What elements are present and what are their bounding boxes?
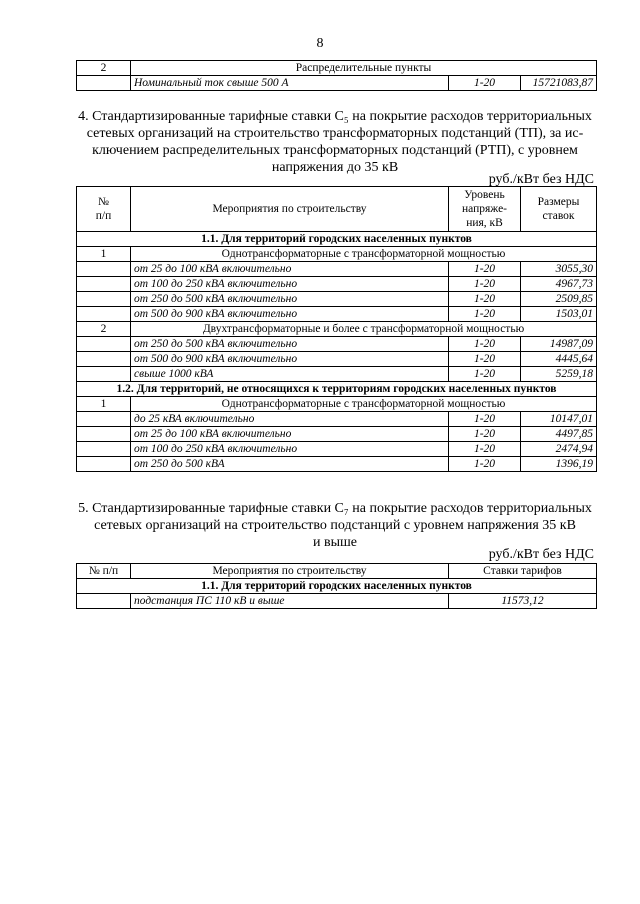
subgroup-label: Однотрансформаторные с трансформаторной мощностью xyxy=(131,397,597,412)
rate-value: 2474,94 xyxy=(521,442,597,457)
section-4-title xyxy=(70,108,600,176)
measure-name: от 25 до 100 кВА включительно xyxy=(131,427,449,442)
empty-cell xyxy=(77,427,131,442)
voltage-level: 1-20 xyxy=(449,457,521,472)
measure-name: от 250 до 500 кВА включительно xyxy=(131,292,449,307)
header-rates xyxy=(521,187,597,232)
voltage-level: 1-20 xyxy=(449,352,521,367)
empty-cell xyxy=(77,277,131,292)
empty-cell xyxy=(77,594,131,609)
empty-cell xyxy=(77,367,131,382)
rate-value: 1396,19 xyxy=(521,457,597,472)
voltage-level: 1-20 xyxy=(449,307,521,322)
row-number: 1 xyxy=(77,247,131,262)
rate-value: 15721083,87 xyxy=(521,76,597,91)
header-num: № п/п xyxy=(77,564,131,579)
group-title-row xyxy=(77,579,597,594)
rates-table-c7 xyxy=(76,563,597,609)
measure-name: от 100 до 250 кВА включительно xyxy=(131,442,449,457)
row-number: 1 xyxy=(77,397,131,412)
table-row xyxy=(77,594,597,609)
table-row xyxy=(77,61,597,76)
voltage-level: 1-20 xyxy=(449,427,521,442)
header-num xyxy=(77,187,131,232)
table-row xyxy=(77,367,597,382)
empty-cell xyxy=(77,76,131,91)
group-title: 1.1. Для территорий городских населенных пунктов xyxy=(77,232,597,247)
header-num-line: п/п xyxy=(95,210,112,222)
measure-name: от 500 до 900 кВА включительно xyxy=(131,352,449,367)
measure-name: Номинальный ток свыше 500 А xyxy=(131,76,449,91)
title-line: сетевых организаций на строительство подстанций с уровнем напряжения 35 кВ xyxy=(94,518,576,533)
unit-label: руб./кВт без НДС xyxy=(488,172,594,187)
empty-cell xyxy=(77,337,131,352)
title-line: 4. Стандартизированные тарифные ставки С₅ на покрытие расходов территориальных xyxy=(78,109,592,124)
table-row xyxy=(77,442,597,457)
empty-cell xyxy=(77,412,131,427)
empty-cell xyxy=(77,352,131,367)
header-rates-line: ставок xyxy=(542,210,575,222)
row-number: 2 xyxy=(77,322,131,337)
row-number: 2 xyxy=(77,61,131,76)
rate-value: 4967,73 xyxy=(521,277,597,292)
rate-value: 4445,64 xyxy=(521,352,597,367)
voltage-level: 1-20 xyxy=(449,442,521,457)
voltage-level: 1-20 xyxy=(449,292,521,307)
empty-cell xyxy=(77,442,131,457)
table-row xyxy=(77,307,597,322)
continuation-table xyxy=(76,60,597,91)
measure-name: свыше 1000 кВА xyxy=(131,367,449,382)
title-line: напряжения до 35 кВ xyxy=(271,160,399,175)
title-line: сетевых организаций на строительство трансформаторных подстанций (ТП), за ис- xyxy=(86,126,584,141)
table-row xyxy=(77,262,597,277)
rates-table-c5 xyxy=(76,186,597,472)
table-row xyxy=(77,337,597,352)
rate-value: 3055,30 xyxy=(521,262,597,277)
subgroup-label: Однотрансформаторные с трансформаторной мощностью xyxy=(131,247,597,262)
voltage-level: 1-20 xyxy=(449,412,521,427)
header-level xyxy=(449,187,521,232)
rate-value: 11573,12 xyxy=(449,594,597,609)
table-row xyxy=(77,457,597,472)
page-number: 8 xyxy=(316,36,324,51)
subgroup-row xyxy=(77,322,597,337)
group-title-row xyxy=(77,382,597,397)
empty-cell xyxy=(77,307,131,322)
rate-value: 5259,18 xyxy=(521,367,597,382)
voltage-level: 1-20 xyxy=(449,337,521,352)
empty-cell xyxy=(77,457,131,472)
header-level-line: напряже- xyxy=(461,203,508,215)
header-rates: Ставки тарифов xyxy=(449,564,597,579)
unit-label: руб./кВт без НДС xyxy=(488,547,594,562)
table-row xyxy=(77,277,597,292)
empty-cell xyxy=(77,262,131,277)
title-line: 5. Стандартизированные тарифные ставки С₇ на покрытие расходов территориальных xyxy=(78,501,592,516)
voltage-level: 1-20 xyxy=(449,277,521,292)
measure-name: от 250 до 500 кВА xyxy=(131,457,449,472)
table-row xyxy=(77,76,597,91)
subgroup-row xyxy=(77,397,597,412)
rate-value: 4497,85 xyxy=(521,427,597,442)
header-measures: Мероприятия по строительству xyxy=(131,564,449,579)
section-5-title xyxy=(70,500,600,551)
header-measures: Мероприятия по строительству xyxy=(131,187,449,232)
voltage-level: 1-20 xyxy=(449,262,521,277)
title-line: ключением распределительных трансформаторных подстанций (РТП), с уровнем xyxy=(92,143,578,158)
table-header-row xyxy=(77,564,597,579)
measure-name: до 25 кВА включительно xyxy=(131,412,449,427)
table-header-row xyxy=(77,187,597,232)
rate-value: 1503,01 xyxy=(521,307,597,322)
measure-name: подстанция ПС 110 кВ и выше xyxy=(131,594,449,609)
header-rates-line: Размеры xyxy=(537,196,580,208)
rate-value: 14987,09 xyxy=(521,337,597,352)
group-title-row xyxy=(77,232,597,247)
measure-name: от 25 до 100 кВА включительно xyxy=(131,262,449,277)
group-title: 1.2. Для территорий, не относящихся к территориям городских населенных пунктов xyxy=(77,382,597,397)
table-row xyxy=(77,352,597,367)
header-num-line: № xyxy=(98,196,109,208)
subgroup-row xyxy=(77,247,597,262)
measure-name: от 500 до 900 кВА включительно xyxy=(131,307,449,322)
table-row xyxy=(77,292,597,307)
header-level-line: Уровень xyxy=(464,189,505,201)
category-label: Распределительные пункты xyxy=(131,61,597,76)
subgroup-label: Двухтрансформаторные и более с трансформаторной мощностью xyxy=(131,322,597,337)
header-level-line: ния, кВ xyxy=(466,217,503,229)
measure-name: от 100 до 250 кВА включительно xyxy=(131,277,449,292)
group-title: 1.1. Для территорий городских населенных пунктов xyxy=(77,579,597,594)
voltage-level: 1-20 xyxy=(449,76,521,91)
table-row xyxy=(77,412,597,427)
rate-value: 10147,01 xyxy=(521,412,597,427)
table-row xyxy=(77,427,597,442)
measure-name: от 250 до 500 кВА включительно xyxy=(131,337,449,352)
rate-value: 2509,85 xyxy=(521,292,597,307)
voltage-level: 1-20 xyxy=(449,367,521,382)
title-line: и выше xyxy=(312,535,357,550)
empty-cell xyxy=(77,292,131,307)
